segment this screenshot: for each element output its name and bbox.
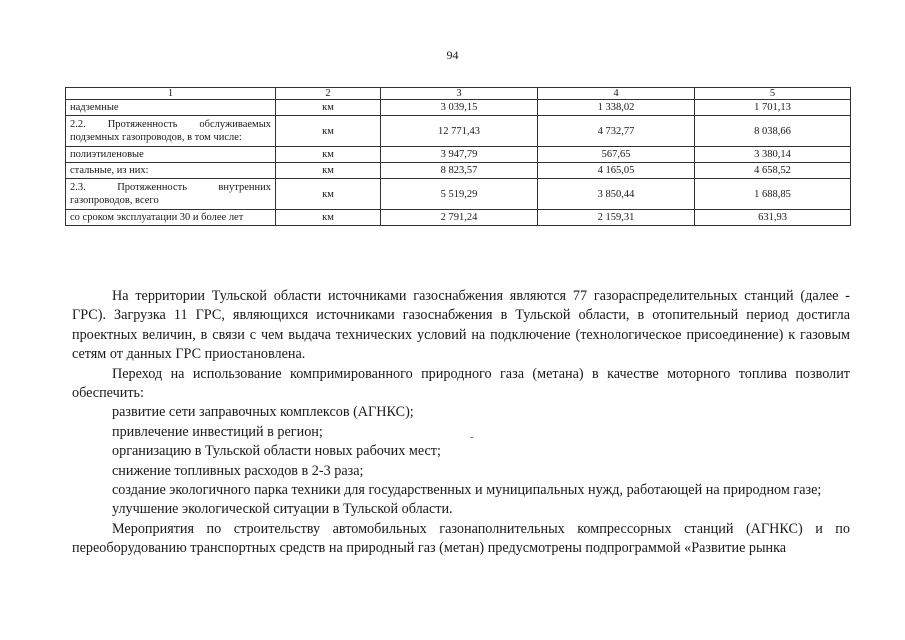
row-name: 2.2. Протяженность обслуживаемых подземных газопроводов, в том числе:	[66, 116, 276, 147]
row-value: 5 519,29	[381, 179, 538, 210]
data-table	[65, 87, 851, 226]
row-value: 1 688,85	[695, 179, 851, 210]
table-row	[66, 100, 851, 116]
body-text	[72, 287, 850, 559]
paragraph-grs: На территории Тульской области источниками газоснабжения являются 77 газораспределительных станций (далее - ГРС). Загрузка 11 ГРС, являющихся источниками газоснабжения в Тульской области, в отопительный период достигла проектных величин, в связи с чем выдача технических условий на подключение (технологическое присоединение) к газовым сетям от данных ГРС приостановлена.	[72, 288, 850, 363]
row-name: полиэтиленовые	[66, 147, 276, 163]
header-cell: 1	[66, 88, 276, 100]
table-row	[66, 210, 851, 226]
row-value: 8 038,66	[695, 116, 851, 147]
row-value: 3 850,44	[538, 179, 695, 210]
header-cell: 2	[276, 88, 381, 100]
paragraph-measures: Мероприятия по строительству автомобильных газонаполнительных компрессорных станций (АГНКС) и по переоборудованию транспортных средств на природный газ (метан) предусмотрены подпрограммой «Развитие рынка	[72, 520, 850, 557]
row-value: 4 658,52	[695, 163, 851, 179]
row-unit: км	[276, 147, 381, 163]
list-item: организацию в Тульской области новых рабочих мест;	[112, 443, 441, 460]
header-cell: 3	[381, 88, 538, 100]
page-number: 94	[446, 48, 459, 62]
row-value: 12 771,43	[381, 116, 538, 147]
row-value: 3 380,14	[695, 147, 851, 163]
list-item: привлечение инвестиций в регион;	[112, 423, 323, 440]
stray-mark: -	[470, 432, 474, 443]
row-name: стальные, из них:	[66, 163, 276, 179]
row-unit: км	[276, 210, 381, 226]
row-value: 3 039,15	[381, 100, 538, 116]
table-header-row	[66, 88, 851, 100]
row-value: 567,65	[538, 147, 695, 163]
row-value: 4 732,77	[538, 116, 695, 147]
list-item: снижение топливных расходов в 2-3 раза;	[112, 462, 364, 479]
row-value: 1 701,13	[695, 100, 851, 116]
header-cell: 5	[695, 88, 851, 100]
list-item: создание экологичного парка техники для государственных и муниципальных нужд, работающей на природном газе;	[112, 482, 822, 499]
list-item: улучшение экологической ситуации в Тульской области.	[112, 501, 453, 518]
row-value: 631,93	[695, 210, 851, 226]
table-row	[66, 147, 851, 163]
header-cell: 4	[538, 88, 695, 100]
row-value: 2 159,31	[538, 210, 695, 226]
row-name: со сроком эксплуатации 30 и более лет	[66, 210, 276, 226]
row-unit: км	[276, 116, 381, 147]
row-unit: км	[276, 100, 381, 116]
list-item: развитие сети заправочных комплексов (АГНКС);	[112, 404, 414, 421]
row-value: 2 791,24	[381, 210, 538, 226]
table-row	[66, 179, 851, 210]
row-value: 3 947,79	[381, 147, 538, 163]
row-value: 1 338,02	[538, 100, 695, 116]
row-unit: км	[276, 163, 381, 179]
row-name: надземные	[66, 100, 276, 116]
row-name: 2.3. Протяженность внутренних газопроводов, всего	[66, 179, 276, 210]
row-value: 4 165,05	[538, 163, 695, 179]
table-row	[66, 116, 851, 147]
row-value: 8 823,57	[381, 163, 538, 179]
paragraph-transition: Переход на использование компримированного природного газа (метана) в качестве моторного топлива позволит обеспечить:	[72, 365, 850, 402]
table-row	[66, 163, 851, 179]
row-unit: км	[276, 179, 381, 210]
